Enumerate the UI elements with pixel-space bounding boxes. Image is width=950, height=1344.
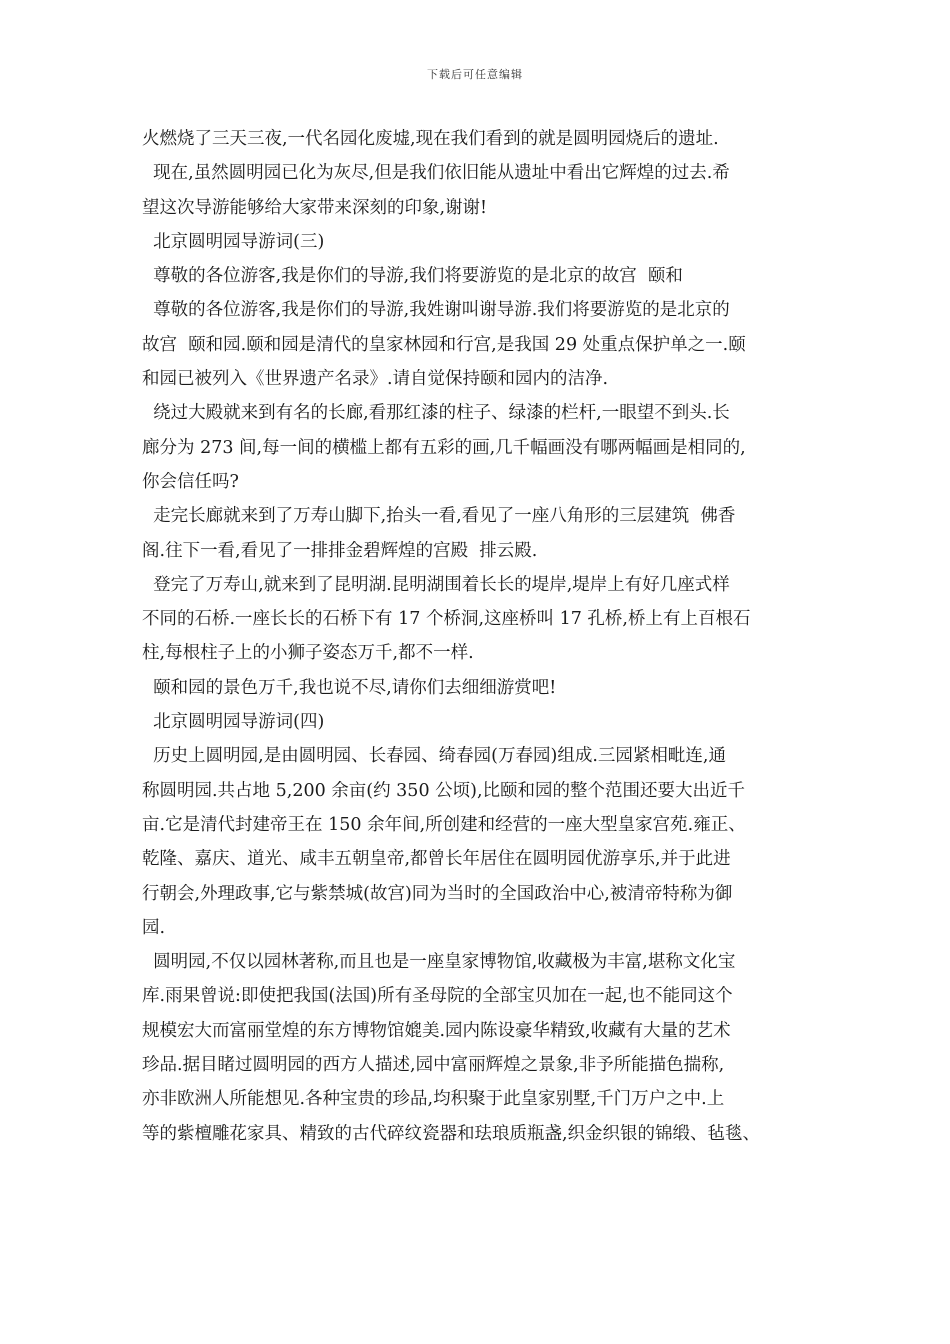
text-line: 珍品.据目睹过圆明园的西方人描述,园中富丽辉煌之景象,非予所能描色揣称, — [142, 1055, 725, 1076]
text-line: 绕过大殿就来到有名的长廊,看那红漆的柱子、绿漆的栏杆,一眼望不到头.长 — [142, 403, 730, 424]
text-line: 你会信任吗? — [142, 471, 239, 492]
text-line: 北京圆明园导游词(三) — [142, 231, 325, 252]
text-line: 亩.它是清代封建帝王在 150 余年间,所创建和经营的一座大型皇家宫苑.雍正、 — [142, 814, 746, 835]
text-line: 等的紫檀雕花家具、精致的古代碎纹瓷器和珐琅质瓶盏,织金织银的锦缎、毡毯、 — [142, 1123, 761, 1144]
page-header: 下载后可任意编辑 — [427, 68, 523, 81]
text-line: 行朝会,外理政事,它与紫禁城(故宫)同为当时的全国政治中心,被清帝特称为御 — [142, 883, 733, 904]
text-line: 火燃烧了三天三夜,一代名园化废墟,现在我们看到的就是圆明园烧后的遗址. — [142, 129, 719, 149]
text-line: 不同的石桥.一座长长的石桥下有 17 个桥洞,这座桥叫 17 孔桥,桥上有上百根石 — [142, 609, 751, 630]
text-line: 历史上圆明园,是由圆明园、长春园、绮春园(万春园)组成.三园紧相毗连,通 — [142, 746, 726, 767]
text-line: 柱,每根柱子上的小狮子姿态万千,都不一样. — [142, 643, 474, 664]
text-line: 望这次导游能够给大家带来深刻的印象,谢谢! — [142, 197, 488, 218]
text-line: 规模宏大而富丽堂煌的东方博物馆媲美.园内陈设豪华精致,收藏有大量的艺术 — [142, 1020, 731, 1041]
text-line: 称圆明园.共占地 5,200 余亩(约 350 公顷),比颐和园的整个范围还要大出近千 — [142, 780, 746, 801]
text-line: 北京圆明园导游词(四) — [142, 712, 325, 733]
text-line: 圆明园,不仅以园林著称,而且也是一座皇家博物馆,收藏极为丰富,堪称文化宝 — [142, 952, 736, 973]
document-body — [142, 122, 822, 1151]
text-line: 登完了万寿山,就来到了昆明湖.昆明湖围着长长的堤岸,堤岸上有好几座式样 — [142, 574, 730, 595]
text-line: 亦非欧洲人所能想见.各种宝贵的珍品,均积聚于此皇家别墅,千门万户之中.上 — [142, 1089, 725, 1110]
text-line: 和园已被列入《世界遗产名录》.请自觉保持颐和园内的洁净. — [142, 369, 609, 390]
text-line: 现在,虽然圆明园已化为灰尽,但是我们依旧能从遗址中看出它辉煌的过去.希 — [142, 163, 730, 184]
text-line: 颐和园的景色万千,我也说不尽,请你们去细细游赏吧! — [142, 677, 557, 698]
text-line: 库.雨果曾说:即使把我国(法国)所有圣母院的全部宝贝加在一起,也不能同这个 — [142, 986, 733, 1007]
text-line: 园. — [142, 917, 166, 938]
text-line: 故宫 颐和园.颐和园是清代的皇家林园和行宫,是我国 29 处重点保护单之一.颐 — [142, 334, 746, 355]
text-line: 尊敬的各位游客,我是你们的导游,我们将要游览的是北京的故宫 颐和 — [142, 266, 683, 287]
text-line: 廊分为 273 间,每一间的横槛上都有五彩的画,几千幅画没有哪两幅画是相同的, — [142, 437, 746, 458]
text-line: 尊敬的各位游客,我是你们的导游,我姓谢叫谢导游.我们将要游览的是北京的 — [142, 300, 730, 321]
text-line: 乾隆、嘉庆、道光、咸丰五朝皇帝,都曾长年居住在圆明园优游享乐,并于此进 — [142, 849, 731, 870]
text-line: 走完长廊就来到了万寿山脚下,抬头一看,看见了一座八角形的三层建筑 佛香 — [142, 506, 736, 527]
text-line: 阁.往下一看,看见了一排排金碧辉煌的宫殿 排云殿. — [142, 540, 538, 561]
